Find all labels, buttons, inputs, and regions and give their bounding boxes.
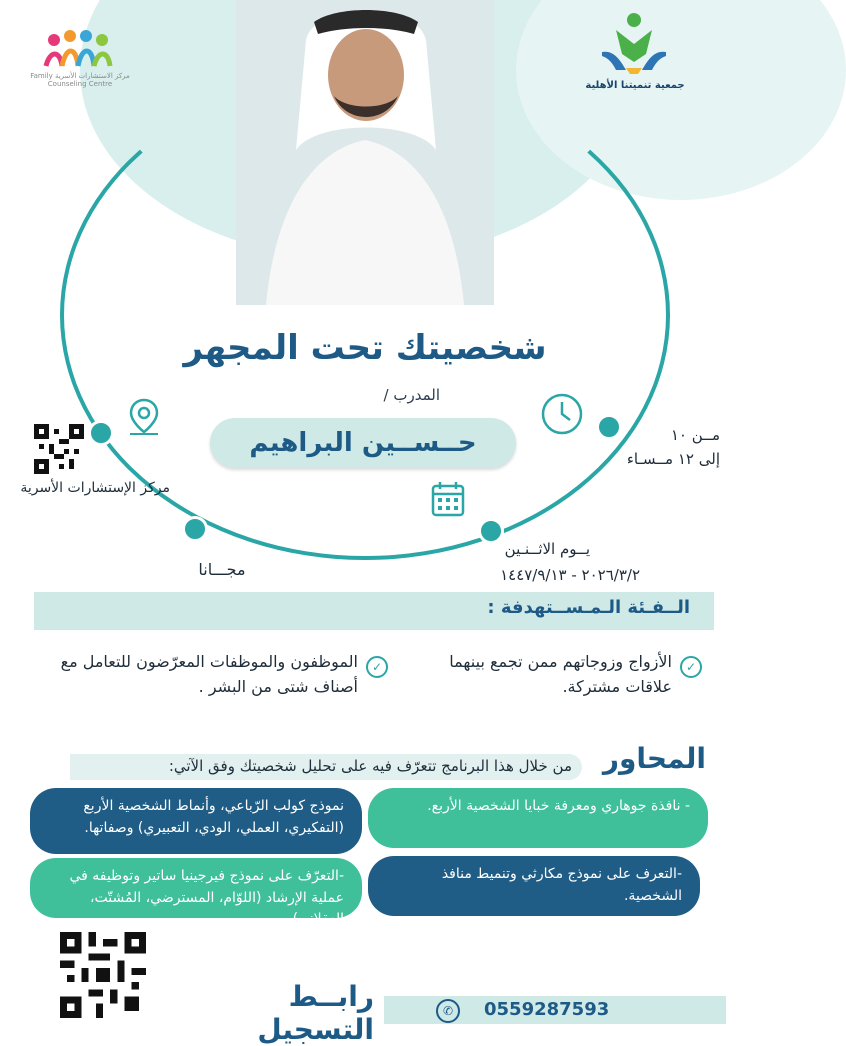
phone-icon: ✆: [436, 999, 460, 1023]
event-date: ٢٠٢٦/٣/٢ - ١٤٤٧/٩/١٣: [500, 566, 640, 584]
axis-item: -التعرف على نموذج مكارثي وتنميط منافذ الشخصية.: [368, 856, 700, 916]
trainer-name: حــســين البراهيم: [249, 428, 477, 458]
trainer-label: المدرب /: [383, 386, 440, 404]
family-center-logo-caption: مركز الاستشارات الأسرية Family Counseling Centre: [30, 72, 130, 89]
time-to: إلى ١٢ مــسـاء: [626, 450, 720, 468]
venue: مركز الإستشارات الأسرية: [20, 480, 170, 496]
fee-label: مجـــانا: [198, 560, 246, 579]
registration-qr-code[interactable]: [60, 932, 146, 1018]
registration-link-label: رابــط التسجيل: [257, 980, 374, 1046]
time-from: مــن ١٠: [670, 426, 720, 444]
tanmiatna-logo: [596, 10, 672, 80]
phone-number[interactable]: 0559287593: [484, 999, 610, 1020]
audience-title: الــفـئة الـمـســتهدفة :: [487, 597, 690, 618]
check-icon: ✓: [680, 656, 702, 678]
arc-dot: [182, 516, 208, 542]
location-pin-icon: [126, 398, 162, 438]
trainer-photo: [236, 0, 494, 305]
axis-item: - نافذة جوهاري ومعرفة خبايا الشخصية الأربع.: [368, 788, 708, 848]
axes-intro: من خلال هذا البرنامج تتعرّف فيه على تحليل شخصيتك وفق الآتي:: [70, 754, 582, 780]
calendar-icon: [430, 480, 466, 518]
axes-title: المحاور: [602, 742, 706, 775]
check-icon: ✓: [366, 656, 388, 678]
audience-item: الأزواج وزوجاتهم ممن تجمع بينهما علاقات مشتركة.: [449, 652, 672, 696]
page-title: شخصيتك تحت المجهر: [183, 328, 547, 368]
audience-item: الموظفون والموظفات المعرّضون للتعامل مع أصناف شتى من البشر .: [60, 652, 358, 696]
location-qr-code[interactable]: [34, 424, 84, 474]
clock-icon: [540, 392, 584, 436]
axis-item: نموذج كولب الرّباعي، وأنماط الشخصية الأربع (التفكيري، العملي، الودي، التعبيري) وصفاتها.: [30, 788, 362, 854]
trainer-name-pill: [210, 418, 516, 468]
arc-dot: [88, 420, 114, 446]
axis-item: -التعرّف على نموذج فيرجينيا ساتير وتوظيفه في عملية الإرشاد (اللوّام، المسترضي، المُشتّت، العقلاني)..: [30, 858, 362, 918]
event-day: يــوم الاثــنـين: [504, 540, 590, 558]
arc-dot: [596, 414, 622, 440]
tanmiatna-logo-caption: جمعية تنميتنا الأهلية: [585, 80, 685, 91]
